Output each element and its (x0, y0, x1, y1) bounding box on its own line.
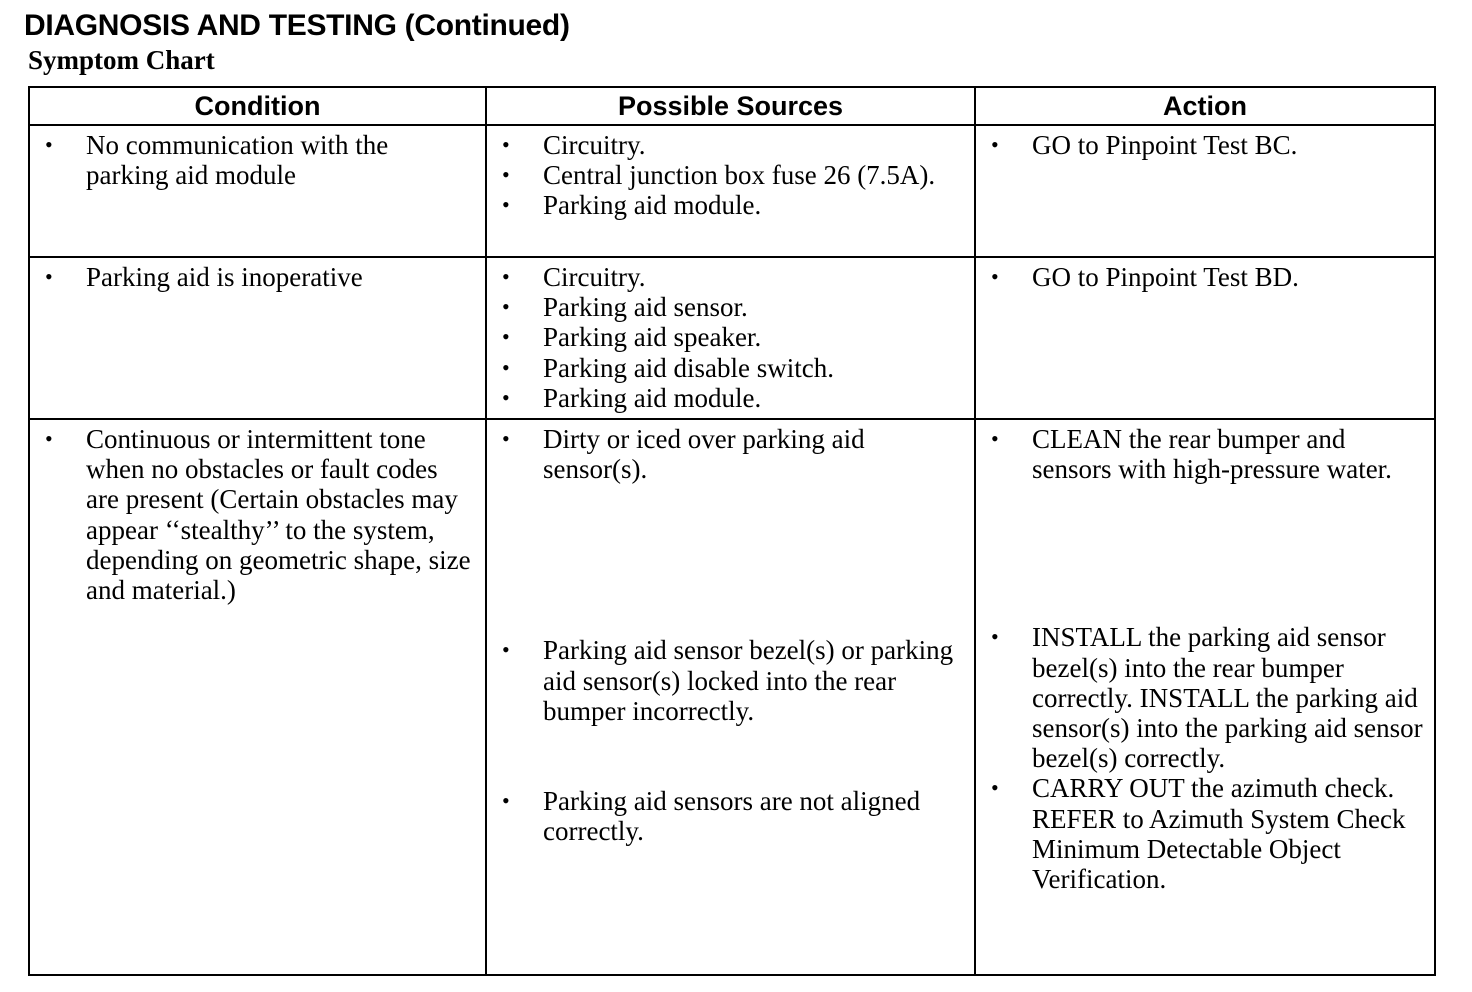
sources-cell (486, 257, 975, 419)
source-text: Parking aid module. (543, 382, 762, 413)
action-cell (975, 125, 1435, 257)
action-text: INSTALL the parking aid sensor bezel(s) into the rear bumper correctly. INSTALL the parking aid sensor(s) into the parking aid sensor bezel(s) correctly. (1032, 622, 1423, 774)
list-item (30, 262, 485, 292)
list-item (487, 190, 974, 220)
bullet-icon: • (502, 354, 510, 380)
list-item (487, 292, 974, 322)
list-item (487, 353, 974, 383)
bullet-icon: • (991, 426, 999, 451)
list-item (976, 622, 1434, 773)
bullet-icon: • (502, 132, 510, 157)
bullet-icon: • (991, 775, 999, 801)
chart-subtitle: Symptom Chart (28, 45, 215, 75)
sources-cell (486, 419, 975, 975)
action-text: CLEAN the rear bumper and sensors with high-pressure water. (1032, 424, 1392, 485)
action-text: CARRY OUT the azimuth check. REFER to Azimuth System Check Minimum Detectable Object Verification. (1032, 773, 1406, 895)
list-item (487, 635, 974, 726)
bullet-icon: • (502, 384, 510, 410)
bullet-icon: • (991, 264, 999, 289)
list-item (487, 424, 974, 484)
list-item (487, 383, 974, 413)
list-item (976, 424, 1434, 484)
source-text: Parking aid sensors are not aligned correctly. (543, 786, 921, 847)
list-item (976, 773, 1434, 894)
bullet-icon: • (991, 132, 999, 157)
table-row (29, 257, 1435, 419)
list-item (30, 130, 485, 190)
bullet-icon: • (502, 294, 510, 320)
bullet-icon: • (45, 264, 53, 289)
condition-text: Continuous or intermittent tone when no obstacles or fault codes are present (Certain obstacles may appear ‘‘stealthy’’ to the system, depending on geometric shape, size and material.) (86, 424, 471, 606)
list-item (487, 130, 974, 160)
column-header-condition: Condition (29, 87, 486, 125)
bullet-icon: • (991, 624, 999, 650)
source-text: Parking aid sensor. (543, 292, 748, 323)
bullet-icon: • (502, 324, 510, 350)
column-header-possible-sources: Possible Sources (486, 87, 975, 125)
list-item (487, 262, 974, 292)
table-row (29, 419, 1435, 975)
source-text: Dirty or iced over parking aid sensor(s). (543, 424, 865, 485)
list-item (487, 160, 974, 190)
condition-text: No communication with the parking aid module (86, 130, 389, 191)
page-title: DIAGNOSIS AND TESTING (Continued) (24, 9, 570, 42)
source-text: Circuitry. (543, 130, 646, 160)
bullet-icon: • (502, 788, 510, 814)
source-text: Parking aid module. (543, 190, 762, 221)
list-item (30, 424, 485, 605)
list-item (976, 130, 1434, 160)
source-text: Circuitry. (543, 262, 646, 292)
list-item (487, 786, 974, 846)
action-cell (975, 419, 1435, 975)
table-row (29, 125, 1435, 257)
condition-cell (29, 419, 486, 975)
bullet-icon: • (502, 264, 510, 289)
list-item (976, 262, 1434, 292)
condition-cell (29, 257, 486, 419)
bullet-icon: • (502, 637, 510, 663)
action-text: GO to Pinpoint Test BC. (1032, 130, 1298, 160)
source-text: Parking aid sensor bezel(s) or parking aid sensor(s) locked into the rear bumper incorrectly. (543, 635, 954, 726)
bullet-icon: • (502, 426, 510, 451)
bullet-icon: • (502, 192, 510, 218)
action-cell (975, 257, 1435, 419)
bullet-icon: • (502, 162, 510, 188)
source-text: Central junction box fuse 26 (7.5A). (543, 160, 936, 191)
sources-cell (486, 125, 975, 257)
condition-cell (29, 125, 486, 257)
table-header-row (29, 87, 1435, 125)
bullet-icon: • (45, 132, 53, 157)
list-item (487, 322, 974, 352)
symptom-chart-table (28, 86, 1436, 976)
action-text: GO to Pinpoint Test BD. (1032, 262, 1299, 292)
column-header-action: Action (975, 87, 1435, 125)
bullet-icon: • (45, 426, 53, 451)
source-text: Parking aid speaker. (543, 322, 762, 353)
condition-text: Parking aid is inoperative (86, 262, 363, 292)
source-text: Parking aid disable switch. (543, 352, 834, 383)
